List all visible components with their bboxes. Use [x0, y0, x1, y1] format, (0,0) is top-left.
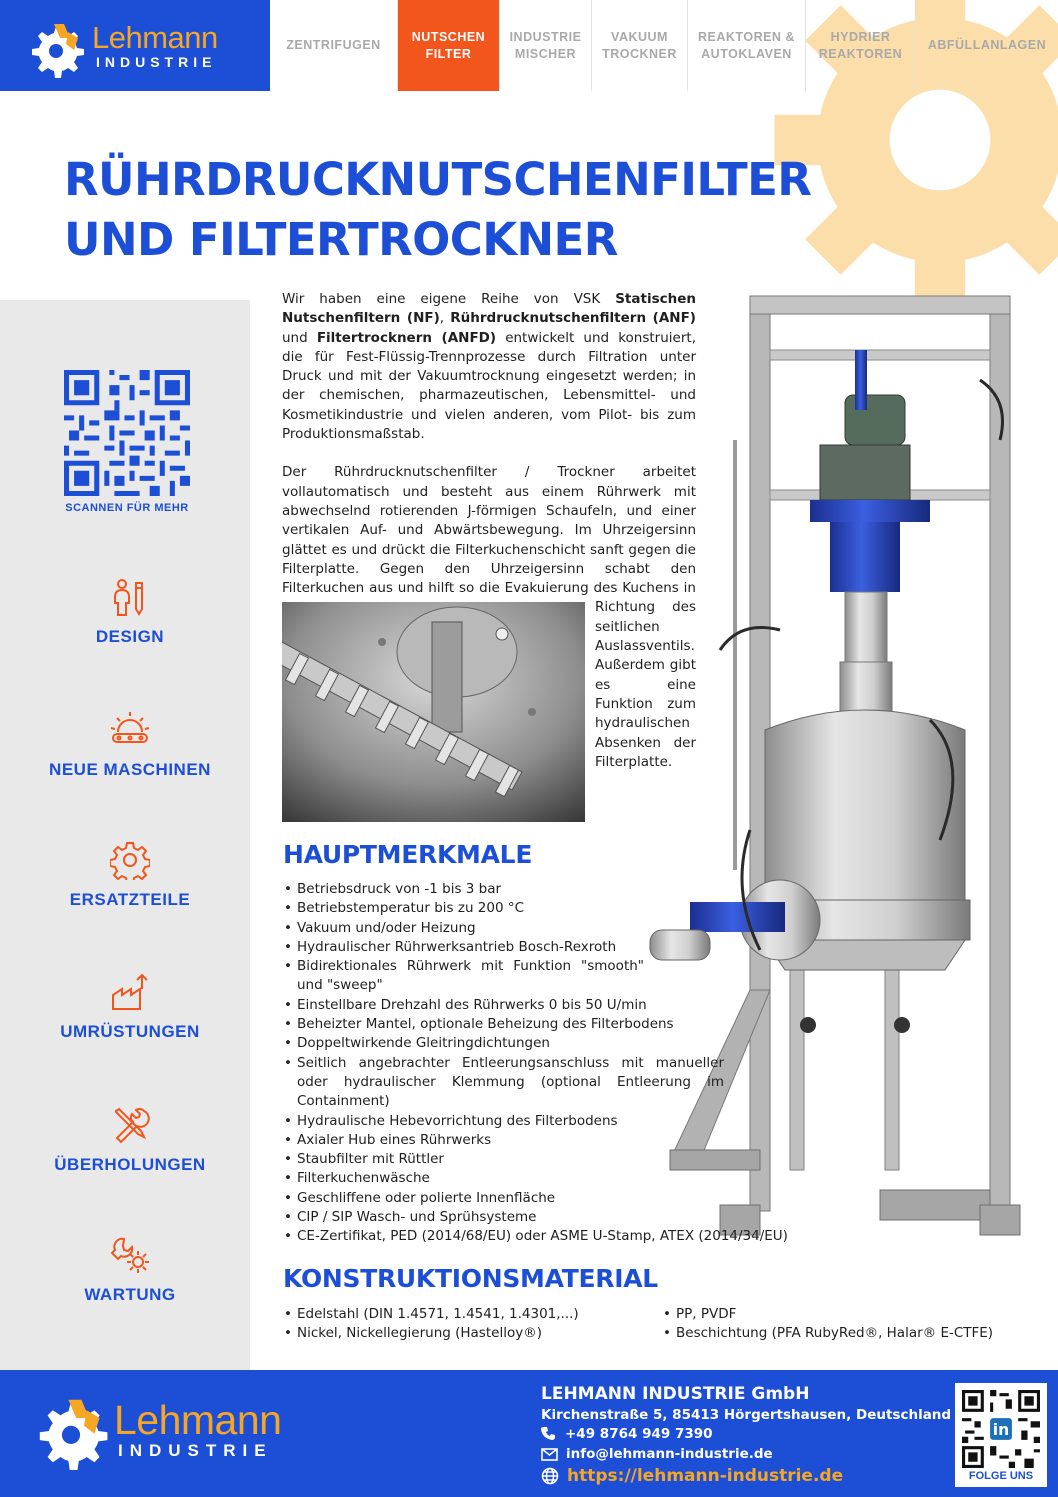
- list-item: • CE-Zertifikat, PED (2014/68/EU) oder ASME U-Stamp, ATEX (2014/34/EU): [284, 1227, 844, 1246]
- list-item: • Geschliffene oder polierte Innenfläche: [284, 1189, 724, 1208]
- email-link[interactable]: info@lehmann-industrie.de: [541, 1446, 773, 1462]
- nav-nutschenfilter[interactable]: NUTSCHEN FILTER: [398, 0, 500, 91]
- qr-caption: SCANNEN FÜR MEHR: [65, 502, 189, 514]
- globe-icon: [541, 1467, 559, 1485]
- qr-code-icon[interactable]: [64, 370, 190, 496]
- sidebar-item-label: WARTUNG: [84, 1285, 176, 1304]
- list-item: • CIP / SIP Wasch- und Sprühsysteme: [284, 1208, 724, 1227]
- machine-sun-icon: [108, 710, 152, 750]
- logo-subtitle: INDUSTRIE: [96, 54, 217, 70]
- sidebar-item-label: ERSATZTEILE: [69, 890, 191, 909]
- detail-photo-frame: [282, 602, 585, 822]
- nav-hydrierreaktoren[interactable]: HYDRIER REAKTOREN: [806, 0, 916, 91]
- page-title: RÜHRDRUCKNUTSCHENFILTER UND FILTERTROCKNER: [64, 153, 812, 266]
- material-list-right: [663, 1305, 993, 1344]
- footer-logo-wordmark: Lehmann: [114, 1397, 282, 1443]
- svg-text:in: in: [992, 1420, 1010, 1439]
- logo-wordmark: Lehmann: [92, 20, 218, 55]
- tools-icon: [110, 1105, 150, 1145]
- mail-icon: [541, 1448, 558, 1461]
- list-item: • Axialer Hub eines Rührwerks: [284, 1131, 724, 1150]
- nav-zentrifugen[interactable]: ZENTRIFUGEN: [270, 0, 398, 91]
- sidebar-item-neue-maschinen[interactable]: [0, 710, 260, 780]
- intro-paragraph-2-text: Der Rührdrucknutschenfilter / Trockner arbeitet vollautomatisch und besteht aus einem Rührwerk mit abwechselnd rotierenden J-förmigen Schaufeln, und einer vertikalen Auf- und Abwärtsbewegung. Im Uhrzeigersinn glättet es und drückt die Filterkuchenschicht sanft gegen die Filterplatte. Gegen den Uhrzeigersinn schabt den Filterkuchen aus und hilft so die Evakuierung des Kuchens in Richtung: [282, 464, 696, 616]
- gear-logo-icon: [32, 1392, 110, 1470]
- list-item: • Nickel, Nickellegierung (Hastelloy®): [284, 1324, 579, 1343]
- gear-logo-icon: [26, 18, 86, 78]
- intro-paragraph-1: Wir haben eine eigene Reihe von VSK Statischen Nutschenfiltern (NF), Rührdrucknutschenfiltern (ANF) und Filtertrocknern (ANFD) entwickelt und konstruiert, die für Fest-Flüssig-Trennprozesse durch Filtration unter Druck und mit der Vakuumtrocknung eingesetzt werden; in der chemischen, pharmazeutischen, Lebensmittel- und Kosmetikindustrie und vielen anderen, vom Pilot- bis zum Produktionsmaßstab.: [282, 291, 696, 443]
- intro-text: [282, 290, 696, 822]
- company-name: LEHMANN INDUSTRIE GmbH: [541, 1384, 810, 1404]
- sidebar-item-label: DESIGN: [95, 627, 165, 646]
- website-link[interactable]: https://lehmann-industrie.de: [541, 1466, 843, 1486]
- main-navigation: [270, 0, 1058, 91]
- material-heading: KONSTRUKTIONSMATERIAL: [283, 1264, 658, 1293]
- social-qr-caption: FOLGE UNS: [968, 1470, 1034, 1482]
- intro-paragraph-2-continued: des seitlichen Auslassventils. Außerdem gibt es eine Funktion zum hydraulischen Absenken der Filterplatte.: [595, 599, 696, 770]
- gear-icon: [110, 840, 150, 880]
- phone-icon: [541, 1426, 557, 1442]
- factory-upgrade-icon: [110, 972, 150, 1012]
- sidebar-item-umruestungen[interactable]: [0, 972, 260, 1042]
- intro-paragraph-2: [282, 463, 696, 772]
- nav-reaktoren-autoklaven[interactable]: REAKTOREN & AUTOKLAVEN: [688, 0, 806, 91]
- designer-icon: [110, 577, 150, 617]
- list-item: • PP, PVDF: [663, 1305, 993, 1324]
- sidebar-item-ueberholungen[interactable]: [0, 1105, 260, 1175]
- list-item: • Hydraulische Hebevorrichtung des Filterbodens: [284, 1112, 724, 1131]
- sidebar-item-label: NEUE MASCHINEN: [49, 760, 211, 779]
- list-item: • Vakuum und/oder Heizung: [284, 919, 724, 938]
- features-heading: HAUPTMERKMALE: [283, 840, 533, 869]
- footer-logo-subtitle: INDUSTRIE: [118, 1441, 273, 1460]
- list-item: • Seitlich angebrachter Entleerungsanschluss mit manueller oder hydraulischer Klemmung (optional Entleerung im Containment): [284, 1054, 724, 1112]
- company-address: Kirchenstraße 5, 85413 Hörgertshausen, Deutschland: [541, 1407, 952, 1423]
- header-logo[interactable]: [0, 0, 270, 91]
- sidebar-item-wartung[interactable]: [0, 1235, 260, 1305]
- sidebar-item-ersatzteile[interactable]: [0, 840, 260, 910]
- agitator-detail-photo: [282, 602, 585, 822]
- list-item: • Bidirektionales Rührwerk mit Funktion "smooth" und "sweep": [284, 957, 644, 996]
- list-item: • Beschichtung (PFA RubyRed®, Halar® E-CTFE): [663, 1324, 993, 1343]
- list-item: • Hydraulischer Rührwerksantrieb Bosch-Rexroth: [284, 938, 724, 957]
- list-item: • Beheizter Mantel, optionale Beheizung des Filterbodens: [284, 1015, 724, 1034]
- list-item: • Betriebstemperatur bis zu 200 °C: [284, 899, 724, 918]
- list-item: • Staubfilter mit Rüttler: [284, 1150, 724, 1169]
- wrench-gear-icon: [110, 1235, 150, 1275]
- sidebar-item-label: UMRÜSTUNGEN: [60, 1022, 200, 1041]
- list-item: • Edelstahl (DIN 1.4571, 1.4541, 1.4301,...): [284, 1305, 579, 1324]
- phone-link[interactable]: +49 8764 949 7390: [541, 1426, 713, 1442]
- nav-abfuellanlagen[interactable]: ABFÜLLANLAGEN: [927, 38, 1047, 52]
- list-item: • Filterkuchenwäsche: [284, 1169, 724, 1188]
- sidebar-item-label: ÜBERHOLUNGEN: [54, 1155, 206, 1174]
- nav-industriemischer[interactable]: INDUSTRIE MISCHER: [500, 0, 592, 91]
- sidebar-item-design[interactable]: [0, 577, 260, 647]
- list-item: • Betriebsdruck von -1 bis 3 bar: [284, 880, 724, 899]
- features-list: [284, 880, 788, 1247]
- material-list-left: [284, 1305, 579, 1344]
- list-item: • Einstellbare Drehzahl des Rührwerks 0 bis 50 U/min: [284, 996, 724, 1015]
- linkedin-qr-code-icon: [962, 1390, 1040, 1468]
- list-item: • Doppeltwirkende Gleitringdichtungen: [284, 1034, 724, 1053]
- nav-vakuumtrockner[interactable]: VAKUUM TROCKNER: [592, 0, 688, 91]
